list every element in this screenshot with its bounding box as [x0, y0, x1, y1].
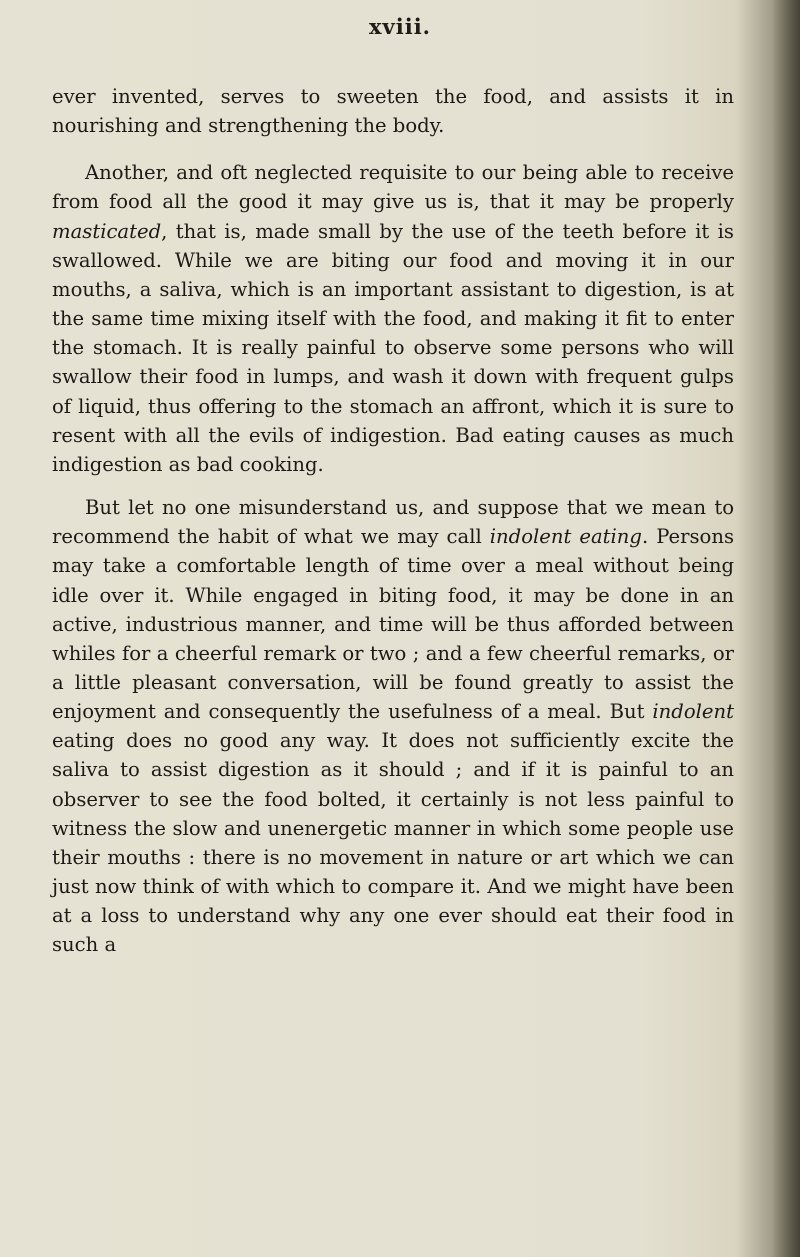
paragraph-3-emphasis-b: indolent	[652, 700, 734, 724]
paragraph-1	[52, 82, 734, 140]
body-text	[52, 82, 734, 960]
paragraph-2-text-b: , that is, made small by the use of the teeth before it is swallowed. While we are biting our food and moving it in our mouths, a saliva, which is an important assistant to digestion, is at the same time mixing itself with the food, and making it fit to enter the stomach. It is really painful to observe some persons who will swallow their food in lumps, and wash it down with frequent gulps of liquid, thus offering to the stomach an affront, which it is sure to resent with all the evils of indigestion. Bad eating causes as much indigestion as bad cooking.	[52, 219, 734, 476]
paragraph-2	[52, 158, 734, 479]
paragraph-3-text-a: But let no one misunderstand us, and suppose that we mean to recommend the habit of what we may call	[52, 496, 734, 549]
paragraph-2-emphasis: masticated	[52, 219, 162, 243]
paragraph-3-text-b: . Persons may take a comfortable length of time over a meal without being idle over it. While engaged in biting food, it may be done in an active, industrious manner, and time will be thus afforded between whiles for a cheerful remark or two ; and a few cheerful remarks, or a little pleasant conversation, will be found greatly to assist the enjoyment and consequently the usefulness of a meal. But	[52, 525, 734, 724]
page-edge-shadow	[772, 0, 800, 1257]
paragraph-1-text: ever invented, serves to sweeten the food, and assists it in nourishing and strengthening the body.	[52, 85, 734, 138]
paragraph-3-emphasis-a: indolent eating	[489, 525, 642, 549]
paragraph-3	[52, 493, 734, 960]
paragraph-3-text-c: eating does no good any way. It does not sufficiently excite the saliva to assist digestion as it should ; and if it is painful to an observer to see the food bolted, it certainly is not less painful to witness the slow and unenergetic manner in which some people use their mouths : there is no movement in nature or art which we can just now think of with which to compare it. And we might have been at a loss to understand why any one ever should eat their food in such a	[52, 729, 734, 957]
paragraph-2-text-a: Another, and oft neglected requisite to our being able to receive from food all the good it may give us is, that it may be properly	[52, 161, 734, 214]
page-number: xviii.	[369, 14, 431, 39]
